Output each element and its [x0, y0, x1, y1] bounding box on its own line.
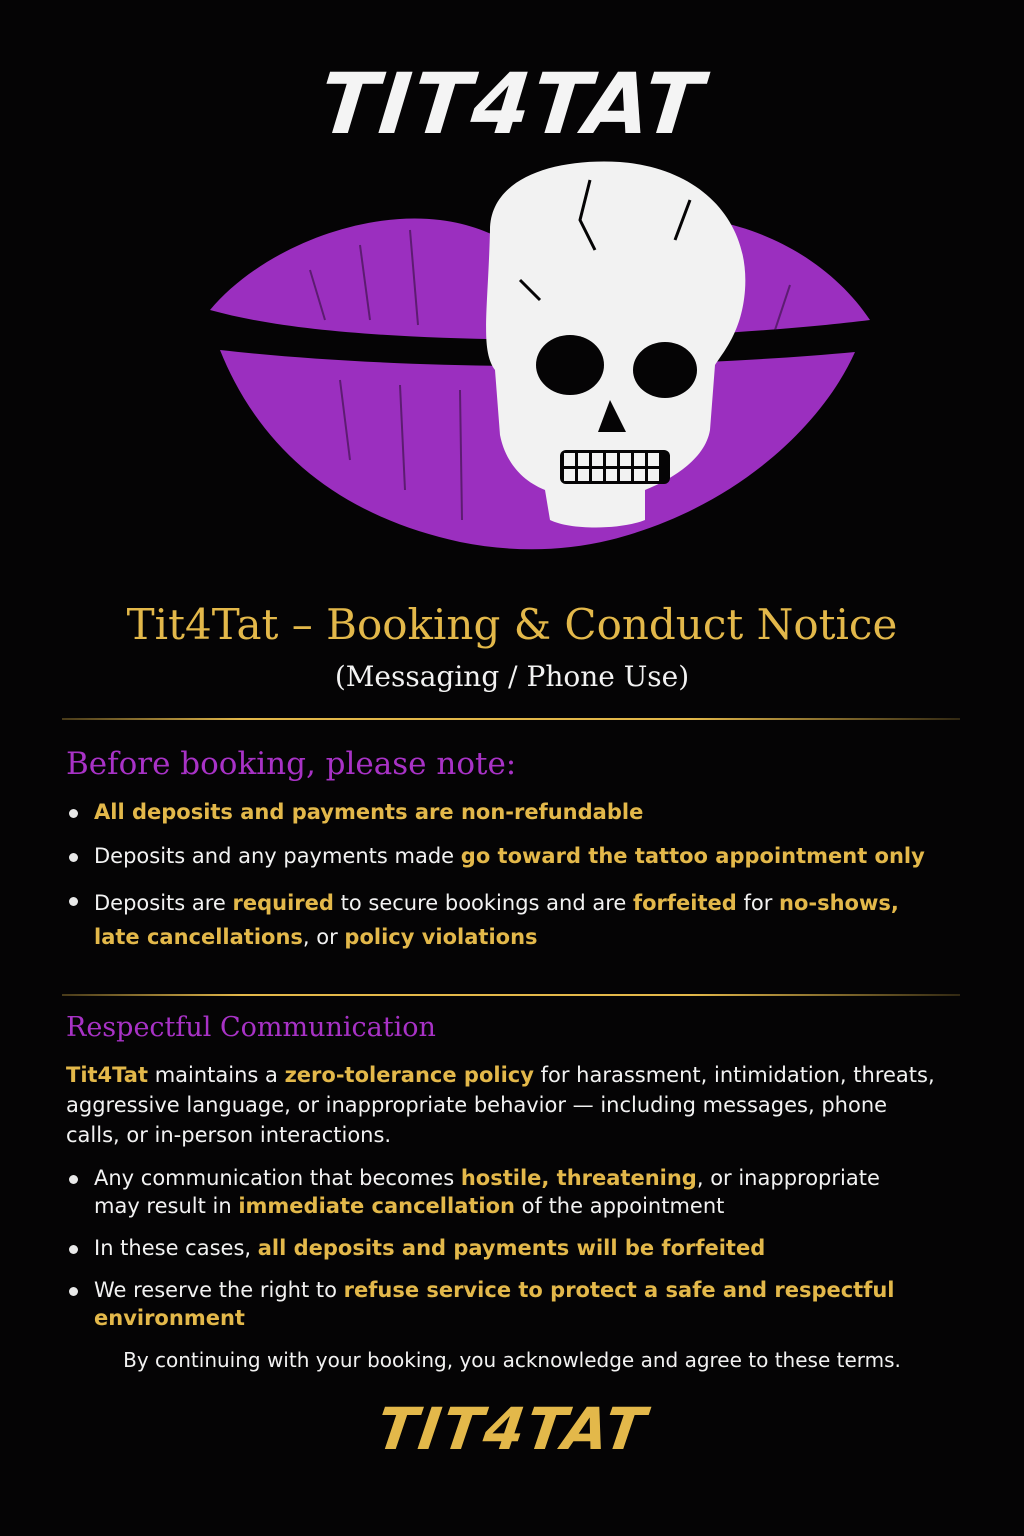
closing-statement: By continuing with your booking, you acknowledge and agree to these terms. [123, 1348, 901, 1372]
communication-heading: Respectful Communication [66, 1012, 436, 1043]
communication-paragraph: Tit4Tat maintains a zero-tolerance policy for harassment, intimidation, threats, aggressive language, or inappropriate behavior — including messages, phone calls, or in-person interactions. [66, 1063, 935, 1147]
list-item: All deposits and payments are non-refundable [66, 798, 946, 826]
list-item: Deposits are required to secure bookings and are forfeited for no-shows, late cancellations, or policy violations [66, 886, 946, 954]
brand-logo-bottom: TIT4TAT [372, 1395, 652, 1463]
brand-logo-top: TIT4TAT [315, 55, 709, 153]
booking-list [66, 798, 946, 954]
communication-list [66, 1164, 926, 1332]
list-item: In these cases, all deposits and payments will be forfeited [66, 1234, 926, 1262]
page-title: Tit4Tat – Booking & Conduct Notice [126, 600, 898, 649]
divider-top [62, 718, 960, 720]
skull-kiss-lips-icon [190, 160, 880, 580]
list-item: Any communication that becomes hostile, threatening, or inappropriate may result in immediate cancellation of the appointment [66, 1164, 926, 1220]
booking-heading: Before booking, please note: [66, 746, 517, 782]
list-item: We reserve the right to refuse service to protect a safe and respectful environment [66, 1276, 926, 1332]
divider-middle [62, 994, 960, 996]
list-item: Deposits and any payments made go toward the tattoo appointment only [66, 842, 946, 870]
page-subtitle: (Messaging / Phone Use) [334, 660, 690, 693]
